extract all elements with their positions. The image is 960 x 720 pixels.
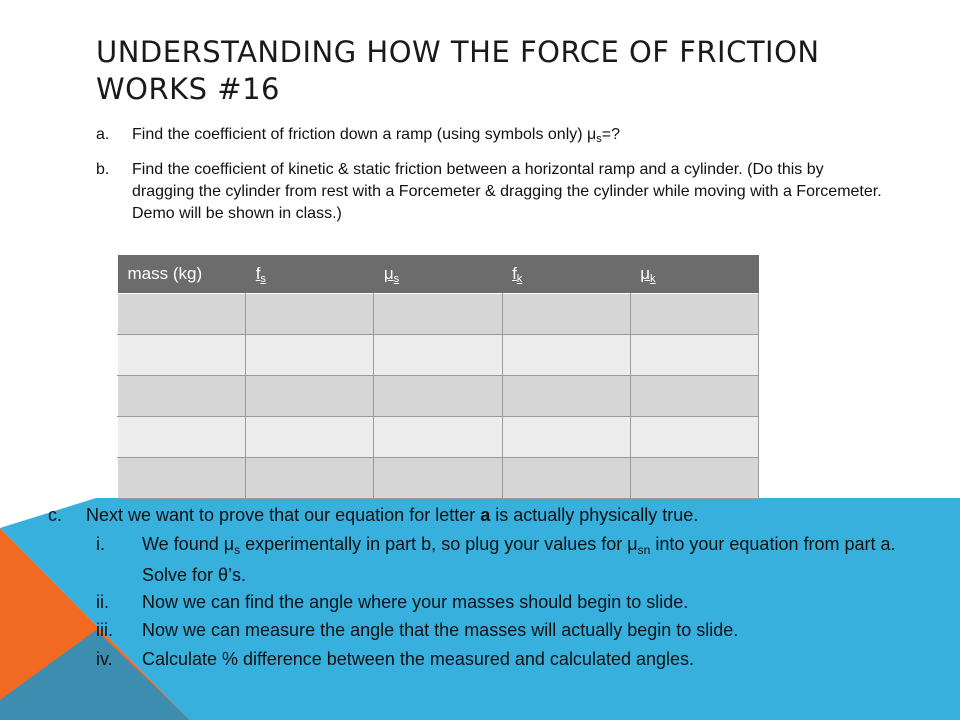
table-row: [118, 376, 759, 417]
question-b-text: Find the coefficient of kinetic & static friction between a horizontal ramp and a cylinder. (Do this by dragging the cylinder from rest with a Forcemeter & dragging the cylinder while moving with a Forcemeter. Demo will be shown in class.): [132, 161, 882, 222]
question-b: [96, 159, 886, 225]
table-cell[interactable]: [118, 294, 246, 335]
table-cell[interactable]: [630, 458, 758, 499]
slide-title: UNDERSTANDING HOW THE FORCE OF FRICTION WORKS #16: [96, 35, 820, 106]
table-cell[interactable]: [374, 294, 502, 335]
table-cell[interactable]: [246, 417, 374, 458]
question-a: [96, 124, 886, 150]
table-cell[interactable]: [246, 294, 374, 335]
table-row: [118, 335, 759, 376]
header-fk: fk: [502, 255, 630, 294]
question-c: [48, 503, 928, 531]
table-cell[interactable]: [246, 376, 374, 417]
question-a-label: a.: [96, 126, 110, 143]
question-c-label: c.: [48, 505, 63, 525]
table-cell[interactable]: [374, 335, 502, 376]
header-mus: μs: [374, 255, 502, 294]
header-mass: mass (kg): [118, 255, 246, 294]
table-cell[interactable]: [246, 335, 374, 376]
table-cell[interactable]: [630, 417, 758, 458]
table-cell[interactable]: [502, 376, 630, 417]
question-c-text: Next we want to prove that our equation for letter a is actually physically true.: [86, 505, 699, 525]
table-cell[interactable]: [630, 335, 758, 376]
question-b-label: b.: [96, 161, 110, 178]
table-cell[interactable]: [502, 458, 630, 499]
table-cell[interactable]: [374, 376, 502, 417]
table-cell[interactable]: [118, 376, 246, 417]
table-header-row: [118, 255, 759, 294]
question-a-text: Find the coefficient of friction down a ramp (using symbols only) μs=?: [132, 126, 620, 145]
table-row: [118, 458, 759, 499]
table-cell[interactable]: [630, 376, 758, 417]
table-cell[interactable]: [374, 417, 502, 458]
table-cell[interactable]: [118, 417, 246, 458]
table-cell[interactable]: [502, 335, 630, 376]
table-cell[interactable]: [118, 458, 246, 499]
table-cell[interactable]: [502, 294, 630, 335]
table-cell[interactable]: [118, 335, 246, 376]
table-cell[interactable]: [630, 294, 758, 335]
table-cell[interactable]: [246, 458, 374, 499]
table-row: [118, 294, 759, 335]
table-cell[interactable]: [374, 458, 502, 499]
header-muk: μk: [630, 255, 758, 294]
data-table: [117, 255, 759, 499]
table-row: [118, 417, 759, 458]
table-cell[interactable]: [502, 417, 630, 458]
header-fs: fs: [246, 255, 374, 294]
